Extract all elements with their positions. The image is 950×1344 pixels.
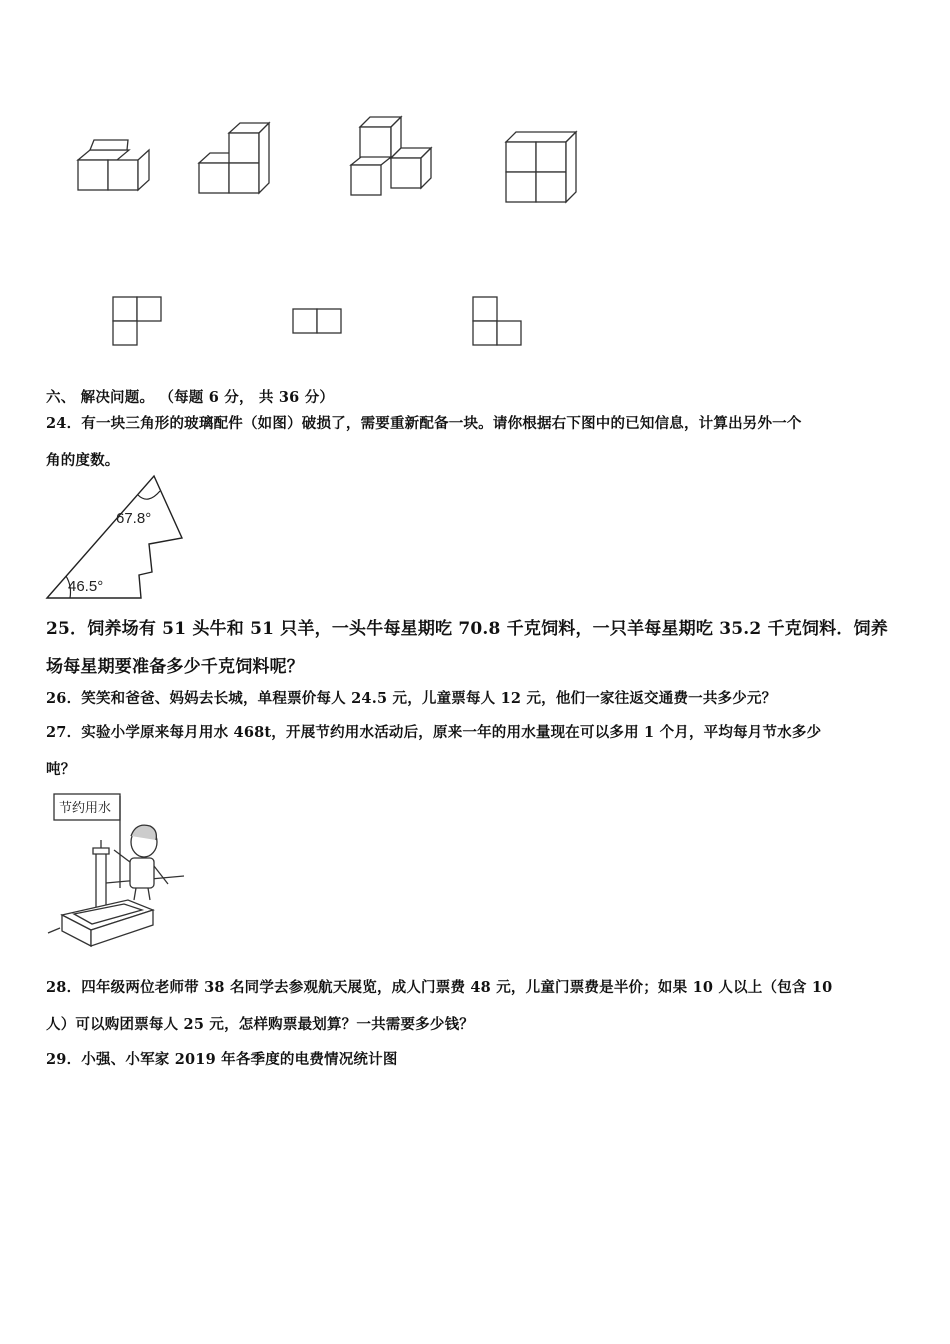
question-25-line-1: 25．饲养场有 51 头牛和 51 只羊，一头牛每星期吃 70.8 千克饲料，一只羊每星期吃 35.2 千克饲料．饲养 (46, 619, 888, 639)
water-saving-sign-text: 节约用水 (59, 800, 112, 815)
section-heading: 六、 解决问题。 （每题 6 分， 共 36 分） (46, 389, 335, 406)
cube-figure-3 (351, 117, 431, 195)
broken-triangle-figure (44, 474, 189, 604)
water-saving-illustration (46, 788, 191, 953)
view-shape-3 (473, 297, 521, 345)
question-27-line-2: 吨？ (46, 761, 76, 778)
question-24-line-2: 角的度数。 (46, 452, 120, 469)
view-shape-2 (293, 309, 341, 333)
question-28-line-1: 28．四年级两位老师带 38 名同学去参观航天展览，成人门票费 48 元，儿童门票费是半价；如果 10 人以上（包含 10 (46, 979, 833, 996)
question-27-line-1: 27．实验小学原来每月用水 468t，开展节约用水活动后，原来一年的用水量现在可以多用 1 个月，平均每月节水多少 (46, 724, 822, 741)
view-shape-1 (113, 297, 161, 345)
cube-figure-1 (78, 140, 149, 190)
question-24-line-1: 24．有一块三角形的玻璃配件（如图）破损了，需要重新配备一块。请你根据右下图中的已知信息，计算出另外一个 (46, 415, 802, 432)
bottom-angle-label: 46.5° (68, 578, 104, 595)
cube-figure-4 (506, 132, 576, 202)
question-25-line-2: 场每星期要准备多少千克饲料呢？ (46, 657, 304, 677)
question-29-line-1: 29．小强、小军家 2019 年各季度的电费情况统计图 (46, 1051, 398, 1068)
cube-figure-2 (199, 123, 269, 193)
question-26-line-1: 26．笑笑和爸爸、妈妈去长城，单程票价每人 24.5 元，儿童票每人 12 元，他们一家往返交通费一共多少元？ (46, 690, 777, 707)
top-angle-label: 67.8° (116, 510, 152, 527)
question-28-line-2: 人）可以购团票每人 25 元，怎样购票最划算？一共需要多少钱？ (46, 1016, 474, 1033)
view-shapes-row (100, 290, 540, 350)
cube-figures-row (60, 105, 600, 215)
